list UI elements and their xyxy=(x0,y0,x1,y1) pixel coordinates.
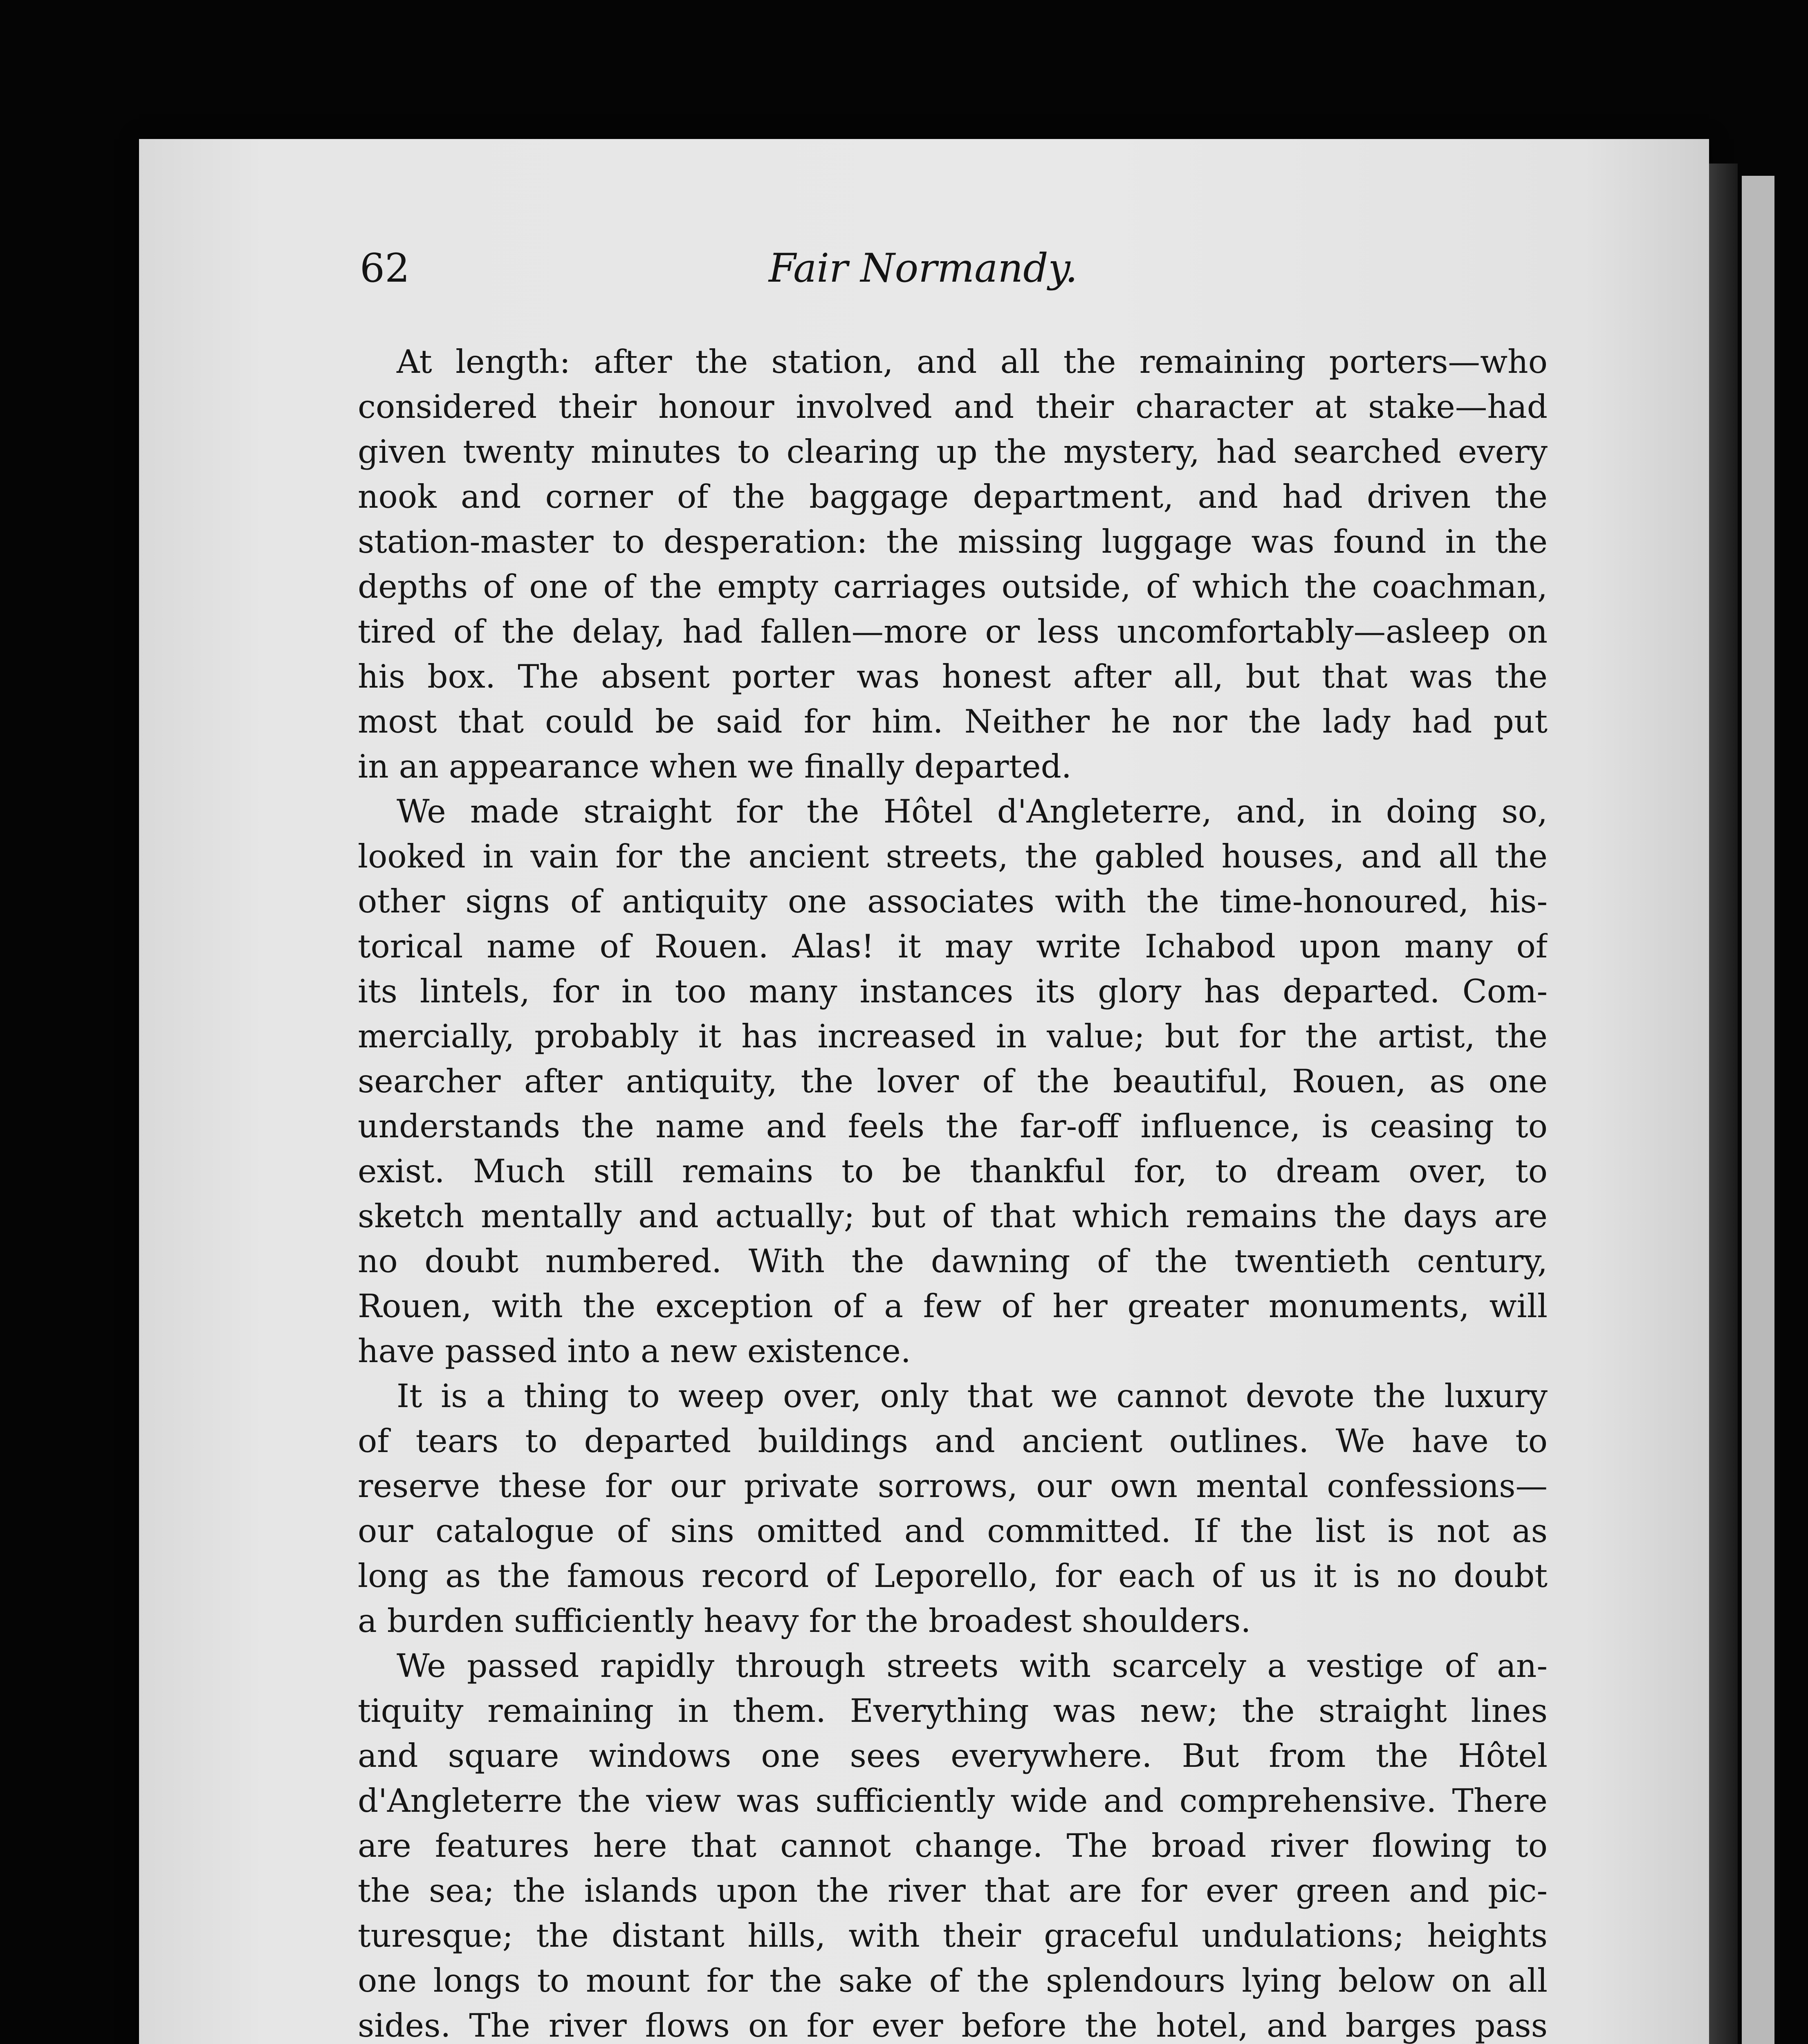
text-line: its lintels, for in too many instances its glory has departed. Com- xyxy=(358,973,1548,1010)
text-line: exist. Much still remains to be thankful for, to dream over, to xyxy=(358,1152,1548,1190)
running-title: Fair Normandy. xyxy=(769,245,1078,291)
text-line: turesque; the distant hills, with their graceful undulations; heights xyxy=(358,1917,1548,1954)
text-line: station-master to desperation: the missing luggage was found in the xyxy=(358,523,1548,560)
text-line: Rouen, with the exception of a few of her greater monuments, will xyxy=(358,1287,1548,1325)
text-line: d'Angleterre the view was sufficiently wide and comprehensive. There xyxy=(358,1782,1548,1820)
text-line: have passed into a new existence. xyxy=(358,1332,911,1370)
body-text xyxy=(358,339,1548,2044)
text-line: most that could be said for him. Neither he nor the lady had put xyxy=(358,703,1548,740)
paragraph xyxy=(358,1374,1548,1643)
text-line: are features here that cannot change. The broad river flowing to xyxy=(358,1827,1548,1865)
page-header xyxy=(360,245,1546,307)
text-line: It is a thing to weep over, only that we cannot devote the luxury xyxy=(397,1377,1548,1415)
book-gutter-shadow xyxy=(1709,164,1738,2044)
text-line: long as the famous record of Leporello, for each of us it is no doubt xyxy=(358,1557,1548,1595)
paragraph xyxy=(358,1643,1548,2044)
text-line: given twenty minutes to clearing up the mystery, had searched every xyxy=(358,433,1548,471)
text-line: tiquity remaining in them. Everything was new; the straight lines xyxy=(358,1692,1548,1730)
text-line: considered their honour involved and their character at stake—had xyxy=(358,388,1548,426)
text-line: in an appearance when we finally departed. xyxy=(358,748,1072,785)
text-line: his box. The absent porter was honest after all, but that was the xyxy=(358,658,1548,695)
text-line: and square windows one sees everywhere. But from the Hôtel xyxy=(358,1737,1548,1775)
next-page-edge xyxy=(1742,176,1774,2044)
paragraph xyxy=(358,789,1548,1374)
text-line: mercially, probably it has increased in value; but for the artist, the xyxy=(358,1018,1548,1055)
text-line: tired of the delay, had fallen—more or less uncomfortably—asleep on xyxy=(358,613,1548,650)
text-line: no doubt numbered. With the dawning of the twentieth century, xyxy=(358,1242,1548,1280)
text-line: the sea; the islands upon the river that are for ever green and pic- xyxy=(358,1872,1548,1910)
text-line: depths of one of the empty carriages outside, of which the coachman, xyxy=(358,568,1548,605)
text-line: one longs to mount for the sake of the splendours lying below on all xyxy=(358,1962,1548,1999)
text-line: reserve these for our private sorrows, our own mental confessions— xyxy=(358,1467,1548,1505)
text-line: of tears to departed buildings and ancient outlines. We have to xyxy=(358,1422,1548,1460)
text-line: sketch mentally and actually; but of that which remains the days are xyxy=(358,1197,1548,1235)
text-line: We passed rapidly through streets with scarcely a vestige of an- xyxy=(397,1647,1548,1685)
page-number: 62 xyxy=(360,245,410,291)
text-line: our catalogue of sins omitted and committed. If the list is not as xyxy=(358,1512,1548,1550)
text-line: understands the name and feels the far-off influence, is ceasing to xyxy=(358,1107,1548,1145)
text-line: nook and corner of the baggage department, and had driven the xyxy=(358,478,1548,515)
text-line: other signs of antiquity one associates with the time-honoured, his- xyxy=(358,883,1548,920)
text-line: sides. The river flows on for ever before the hotel, and barges pass xyxy=(358,2007,1548,2044)
paragraph xyxy=(358,339,1548,789)
text-line: At length: after the station, and all the remaining porters—who xyxy=(397,343,1548,381)
text-line: a burden sufficiently heavy for the broadest shoulders. xyxy=(358,1602,1251,1640)
text-line: torical name of Rouen. Alas! it may write Ichabod upon many of xyxy=(358,928,1548,965)
text-line: looked in vain for the ancient streets, the gabled houses, and all the xyxy=(358,838,1548,875)
text-line: searcher after antiquity, the lover of the beautiful, Rouen, as one xyxy=(358,1062,1548,1100)
text-line: We made straight for the Hôtel d'Angleterre, and, in doing so, xyxy=(397,793,1548,830)
